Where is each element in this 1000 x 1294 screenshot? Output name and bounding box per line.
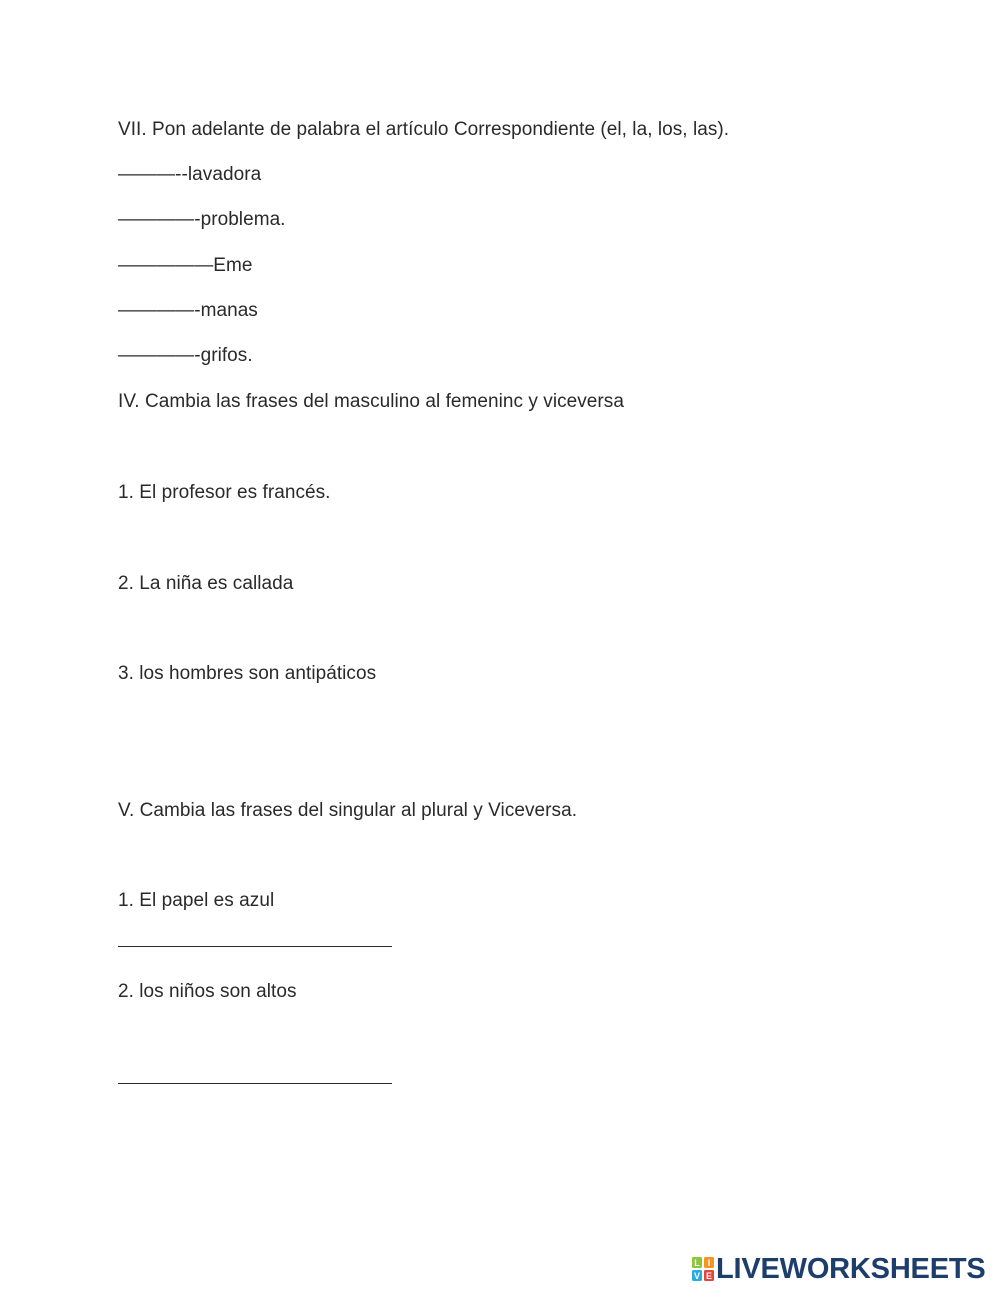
svg-text:V: V [693, 1271, 701, 1281]
svg-text:I: I [707, 1258, 711, 1268]
gender-sentence-3: 3. los hombres son antipáticos [118, 663, 377, 684]
logo-wordmark: LIVEWORKSHEETS [716, 1253, 986, 1285]
plural-sentence-2: 2. los niños son altos [118, 981, 297, 1002]
svg-text:E: E [705, 1271, 713, 1281]
section-vii-heading: VII. Pon adelante de palabra el artículo Correspondiente (el, la, los, las). [118, 119, 730, 140]
gender-sentence-2: 2. La niña es callada [118, 573, 294, 594]
article-item-manas: ————-manas [118, 300, 258, 321]
answer-line-1[interactable] [118, 946, 392, 947]
plural-sentence-1: 1. El papel es azul [118, 890, 275, 911]
live-blocks-icon [692, 1257, 714, 1281]
article-item-eme: —————Eme [118, 255, 253, 276]
svg-text:L: L [694, 1258, 700, 1268]
article-item-lavadora: ———--lavadora [118, 164, 262, 185]
article-item-problema: ————-problema. [118, 209, 286, 230]
section-iv-heading: IV. Cambia las frases del masculino al femeninc y viceversa [118, 391, 624, 412]
answer-line-2[interactable] [118, 1083, 392, 1084]
liveworksheets-logo [692, 1254, 986, 1284]
section-v-heading: V. Cambia las frases del singular al plural y Viceversa. [118, 800, 578, 821]
article-item-grifos: ————-grifos. [118, 345, 253, 366]
gender-sentence-1: 1. El profesor es francés. [118, 482, 331, 503]
